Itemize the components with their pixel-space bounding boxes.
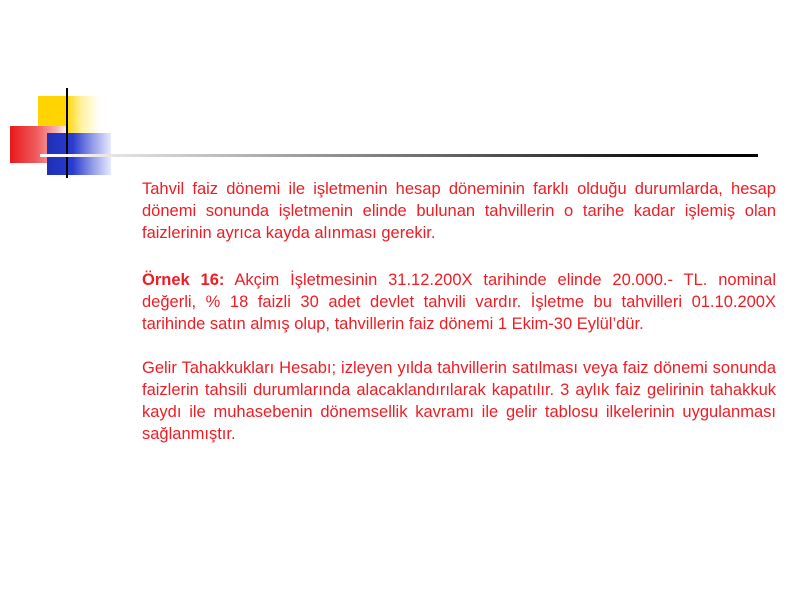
example-label: Örnek 16: xyxy=(142,271,225,289)
paragraph-intro-text: Tahvil faiz dönemi ile işletmenin hesap döneminin farklı olduğu durumlarda, hesap dönemi sonunda işletmenin elinde bulunan tahvillerin o tarihe kadar işlemiş olan faizlerinin ayrıca kayda alınması gerekir. xyxy=(142,180,776,242)
slide-body xyxy=(142,178,776,470)
logo-vertical-line xyxy=(66,88,68,178)
paragraph-accrual-text: Gelir Tahakkukları Hesabı; izleyen yılda tahvillerin satılması veya faiz dönemi sonunda faizlerin tahsili durumlarında alacaklandırılarak kapatılır. 3 aylık faiz gelirinin tahakkuk kaydı ile muhasebenin dönemsellik kavramı ile gelir tablosu ilkelerinin uygulanması sağlanmıştır. xyxy=(142,359,776,443)
paragraph-example xyxy=(142,269,776,335)
title-divider-rule xyxy=(40,154,758,157)
paragraph-accrual xyxy=(142,357,776,445)
example-text: Akçim İşletmesinin 31.12.200X tarihinde elinde 20.000.- TL. nominal değerli, % 18 faizli 30 adet devlet tahvili vardır. İşletme bu tahvilleri 01.10.200X tarihinde satın almış olup, tahvillerin faiz dönemi 1 Ekim-30 Eylül’dür. xyxy=(142,271,777,333)
paragraph-intro xyxy=(142,178,776,244)
